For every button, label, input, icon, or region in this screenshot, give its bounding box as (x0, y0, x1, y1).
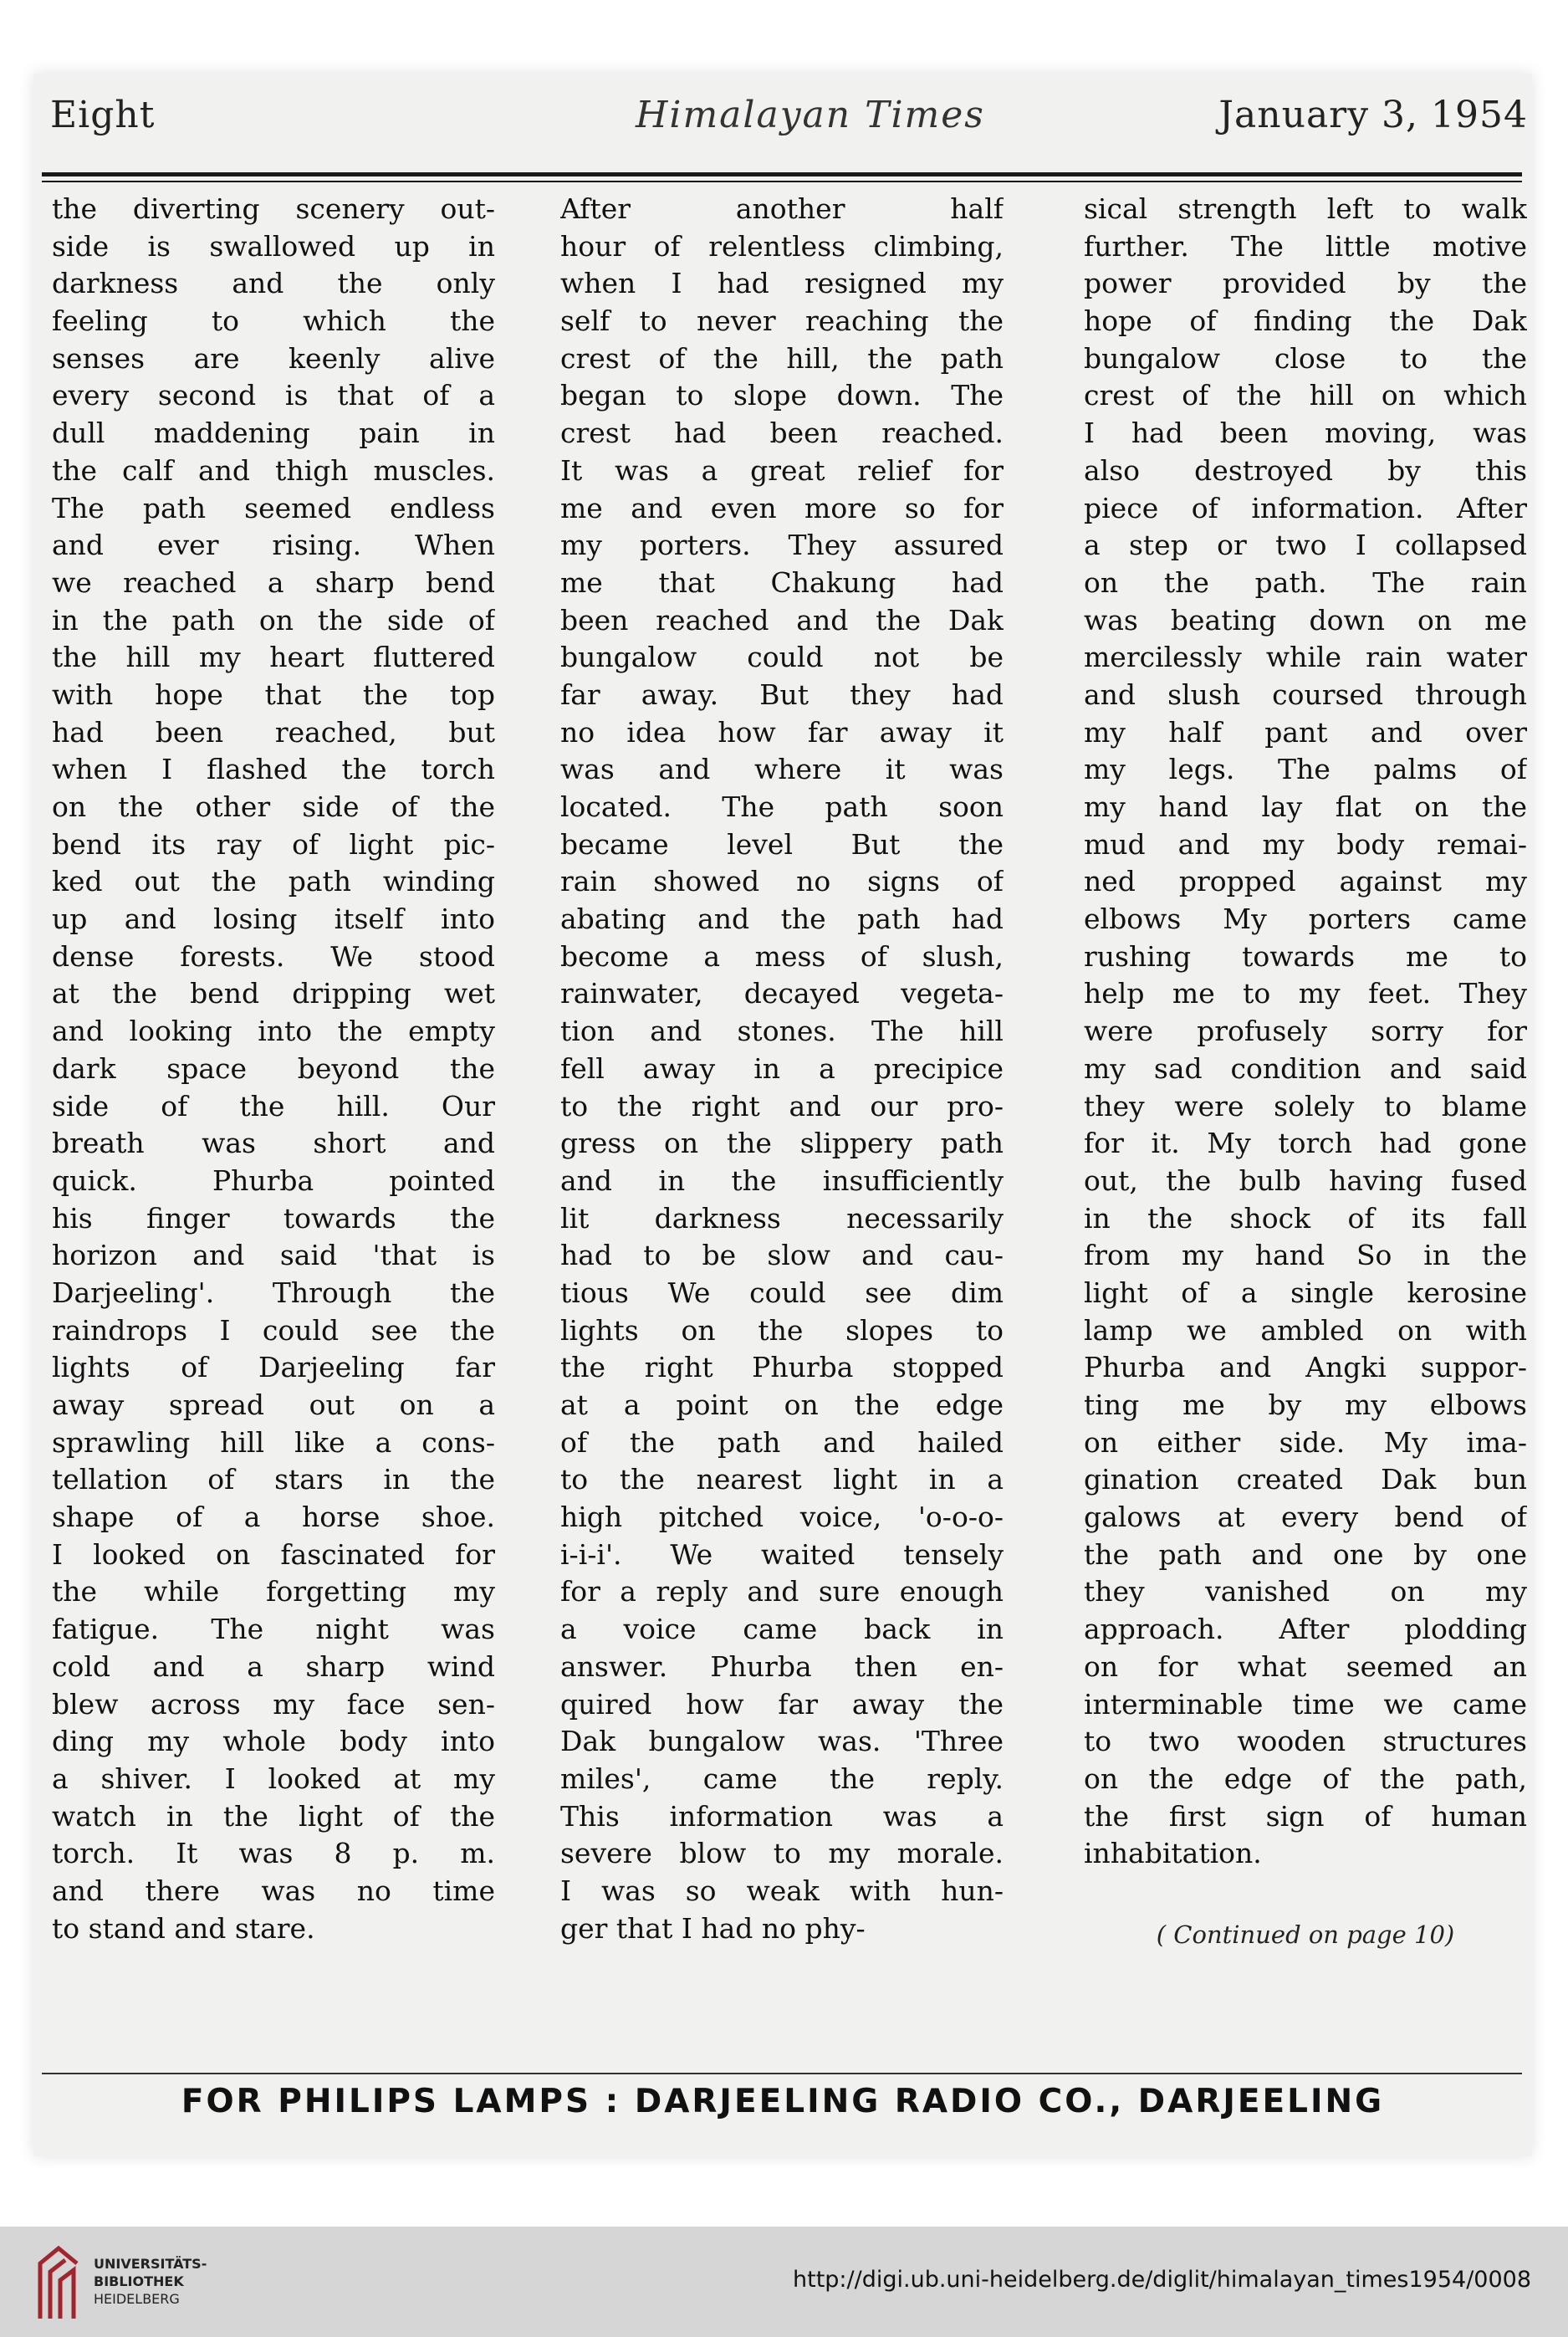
text-line: to the right and our pro- (560, 1089, 1004, 1122)
text-line: The path seemed endless (52, 491, 495, 524)
text-line: power provided by the (1084, 267, 1527, 300)
text-line: become a mess of slush, (560, 939, 1004, 973)
text-line: answer. Phurba then en- (560, 1649, 1004, 1683)
text-line: galows at every bend of (1084, 1501, 1527, 1534)
text-line: fell away in a precipice (560, 1051, 1004, 1085)
text-line: when I flashed the torch (52, 753, 495, 786)
text-line: at the bend dripping wet (52, 977, 495, 1010)
text-line: bungalow close to the (1084, 341, 1527, 375)
text-line: in the path on the side of (52, 603, 495, 637)
text-line: dense forests. We stood (52, 939, 495, 973)
text-line: and looking into the empty (52, 1015, 495, 1048)
text-line: further. The little motive (1084, 229, 1527, 263)
text-line: me that Chakung had (560, 565, 1004, 599)
text-line: away spread out on a (52, 1388, 495, 1421)
text-line: Dak bungalow was. 'Three (560, 1725, 1004, 1758)
library-logo-icon (32, 2238, 85, 2325)
text-line: at a point on the edge (560, 1388, 1004, 1421)
text-line: miles', came the reply. (560, 1762, 1004, 1795)
text-line: lit darkness necessarily (560, 1201, 1004, 1235)
text-line: feeling to which the (52, 304, 495, 338)
text-line: my legs. The palms of (1084, 753, 1527, 786)
text-line: his finger towards the (52, 1201, 495, 1235)
text-line: Darjeeling'. Through the (52, 1276, 495, 1309)
text-line: the hill my heart fluttered (52, 641, 495, 674)
text-line: piece of information. After (1084, 491, 1527, 524)
text-line: It was a great relief for (560, 453, 1004, 487)
text-line: cold and a sharp wind (52, 1649, 495, 1683)
text-line: on the path. The rain (1084, 565, 1527, 599)
page-number: Eight (50, 94, 156, 136)
text-line: out, the bulb having fused (1084, 1163, 1527, 1197)
text-line: also destroyed by this (1084, 453, 1527, 487)
text-line: they were solely to blame (1084, 1089, 1527, 1122)
text-line: to stand and stare. (52, 1911, 315, 1945)
text-line: up and losing itself into (52, 903, 495, 936)
text-line: no idea how far away it (560, 715, 1004, 749)
text-line: lights on the slopes to (560, 1313, 1004, 1347)
text-line: my half pant and over (1084, 715, 1527, 749)
text-line: and there was no time (52, 1874, 495, 1907)
text-line: for a reply and sure enough (560, 1575, 1004, 1608)
text-line: elbows My porters came (1084, 903, 1527, 936)
text-line: quired how far away the (560, 1687, 1004, 1721)
library-name-line-2: BIBLIOTHEK (94, 2273, 184, 2289)
text-line: my sad condition and said (1084, 1051, 1527, 1085)
text-line: approach. After plodding (1084, 1613, 1527, 1646)
text-line: from my hand So in the (1084, 1239, 1527, 1272)
text-line: sical strength left to walk (1084, 192, 1527, 225)
text-line: and ever rising. When (52, 529, 495, 562)
text-line: gress on the slippery path (560, 1127, 1004, 1160)
text-line: became level But the (560, 827, 1004, 861)
library-name-line-1: UNIVERSITÄTS- (94, 2256, 207, 2272)
text-line: I was so weak with hun- (560, 1874, 1004, 1907)
text-line: I looked on fascinated for (52, 1537, 495, 1571)
text-line: my porters. They assured (560, 529, 1004, 562)
text-line: crest of the hill, the path (560, 341, 1004, 375)
text-line: every second is that of a (52, 379, 495, 412)
text-line: quick. Phurba pointed (52, 1163, 495, 1197)
text-line: began to slope down. The (560, 379, 1004, 412)
text-line: they vanished on my (1084, 1575, 1527, 1608)
text-line: ding my whole body into (52, 1725, 495, 1758)
text-line: the path and one by one (1084, 1537, 1527, 1571)
text-line: sprawling hill like a cons- (52, 1425, 495, 1459)
text-line: abating and the path had (560, 903, 1004, 936)
text-line: senses are keenly alive (52, 341, 495, 375)
continued-note: ( Continued on page 10) (1156, 1920, 1455, 1949)
text-line: bungalow could not be (560, 641, 1004, 674)
text-line: crest had been reached. (560, 417, 1004, 450)
text-line: dull maddening pain in (52, 417, 495, 450)
text-line: crest of the hill on which (1084, 379, 1527, 412)
article-column-2 (560, 191, 1004, 1947)
text-line: with hope that the top (52, 678, 495, 711)
text-line: side is swallowed up in (52, 229, 495, 263)
text-line: for it. My torch had gone (1084, 1127, 1527, 1160)
text-line: hope of finding the Dak (1084, 304, 1527, 338)
library-footer-bar (0, 2227, 1568, 2337)
advertisement-banner: FOR PHILIPS LAMPS : DARJEELING RADIO CO., DARJEELING (181, 2083, 1385, 2120)
text-line: and in the insufficiently (560, 1163, 1004, 1197)
text-line: of the path and hailed (560, 1425, 1004, 1459)
text-line: far away. But they had (560, 678, 1004, 711)
text-line: to two wooden structures (1084, 1725, 1527, 1758)
text-line: gination created Dak bun (1084, 1463, 1527, 1496)
text-line: the right Phurba stopped (560, 1351, 1004, 1384)
text-line: when I had resigned my (560, 267, 1004, 300)
text-line: tion and stones. The hill (560, 1015, 1004, 1048)
text-line: lamp we ambled on with (1084, 1313, 1527, 1347)
text-line: i-i-i'. We waited tensely (560, 1537, 1004, 1571)
text-line: we reached a sharp bend (52, 565, 495, 599)
text-line: After another half (560, 192, 1004, 225)
text-line: mud and my body remai- (1084, 827, 1527, 861)
text-line: had to be slow and cau- (560, 1239, 1004, 1272)
text-line: Phurba and Angki suppor- (1084, 1351, 1527, 1384)
text-line: been reached and the Dak (560, 603, 1004, 637)
text-line: raindrops I could see the (52, 1313, 495, 1347)
text-line: in the shock of its fall (1084, 1201, 1527, 1235)
library-name-line-3: HEIDELBERG (94, 2291, 180, 2307)
text-line: ger that I had no phy- (560, 1911, 866, 1945)
text-line: help me to my feet. They (1084, 977, 1527, 1010)
text-line: and slush coursed through (1084, 678, 1527, 711)
text-line: tious We could see dim (560, 1276, 1004, 1309)
text-line: ting me by my elbows (1084, 1388, 1527, 1421)
text-line: had been reached, but (52, 715, 495, 749)
text-line: watch in the light of the (52, 1799, 495, 1833)
text-line: shape of a horse shoe. (52, 1501, 495, 1534)
text-line: on the edge of the path, (1084, 1762, 1527, 1795)
text-line: breath was short and (52, 1127, 495, 1160)
text-line: lights of Darjeeling far (52, 1351, 495, 1384)
text-line: hour of relentless climbing, (560, 229, 1004, 263)
text-line: rainwater, decayed vegeta- (560, 977, 1004, 1010)
text-line: side of the hill. Our (52, 1089, 495, 1122)
text-line: the first sign of human (1084, 1799, 1527, 1833)
text-line: were profusely sorry for (1084, 1015, 1527, 1048)
text-line: the while forgetting my (52, 1575, 495, 1608)
text-line: This information was a (560, 1799, 1004, 1833)
text-line: rain showed no signs of (560, 865, 1004, 898)
text-line: located. The path soon (560, 790, 1004, 823)
text-line: ned propped against my (1084, 865, 1527, 898)
text-line: fatigue. The night was (52, 1613, 495, 1646)
text-line: tellation of stars in the (52, 1463, 495, 1496)
text-line: bend its ray of light pic- (52, 827, 495, 861)
text-line: a step or two I collapsed (1084, 529, 1527, 562)
masthead: Himalayan Times (636, 94, 985, 136)
text-line: ked out the path winding (52, 865, 495, 898)
text-line: horizon and said 'that is (52, 1239, 495, 1272)
text-line: was beating down on me (1084, 603, 1527, 637)
text-line: on for what seemed an (1084, 1649, 1527, 1683)
text-line: to the nearest light in a (560, 1463, 1004, 1496)
header-rule (42, 172, 1522, 176)
text-line: dark space beyond the (52, 1051, 495, 1085)
text-line: severe blow to my morale. (560, 1837, 1004, 1870)
text-line: the diverting scenery out- (52, 192, 495, 225)
text-line: I had been moving, was (1084, 417, 1527, 450)
text-line: the calf and thigh muscles. (52, 453, 495, 487)
text-line: blew across my face sen- (52, 1687, 495, 1721)
text-line: high pitched voice, 'o-o-o- (560, 1501, 1004, 1534)
text-line: mercilessly while rain water (1084, 641, 1527, 674)
text-line: my hand lay flat on the (1084, 790, 1527, 823)
text-line: torch. It was 8 p. m. (52, 1837, 495, 1870)
text-line: a voice came back in (560, 1613, 1004, 1646)
text-line: on the other side of the (52, 790, 495, 823)
source-url[interactable]: http://digi.ub.uni-heidelberg.de/diglit/himalayan_times1954/0008 (793, 2267, 1531, 2293)
header-rule-thin (42, 181, 1522, 182)
text-line: self to never reaching the (560, 304, 1004, 338)
footer-rule (42, 2073, 1522, 2074)
article-column-3 (1084, 191, 1527, 1873)
text-line: was and where it was (560, 753, 1004, 786)
text-line: me and even more so for (560, 491, 1004, 524)
text-line: darkness and the only (52, 267, 495, 300)
text-line: light of a single kerosine (1084, 1276, 1527, 1309)
text-line: interminable time we came (1084, 1687, 1527, 1721)
text-line: inhabitation. (1084, 1837, 1262, 1870)
text-line: a shiver. I looked at my (52, 1762, 495, 1795)
text-line: rushing towards me to (1084, 939, 1527, 973)
text-line: on either side. My ima- (1084, 1425, 1527, 1459)
library-name (94, 2255, 207, 2308)
article-column-1 (52, 191, 495, 1947)
issue-date: January 3, 1954 (1218, 94, 1528, 136)
